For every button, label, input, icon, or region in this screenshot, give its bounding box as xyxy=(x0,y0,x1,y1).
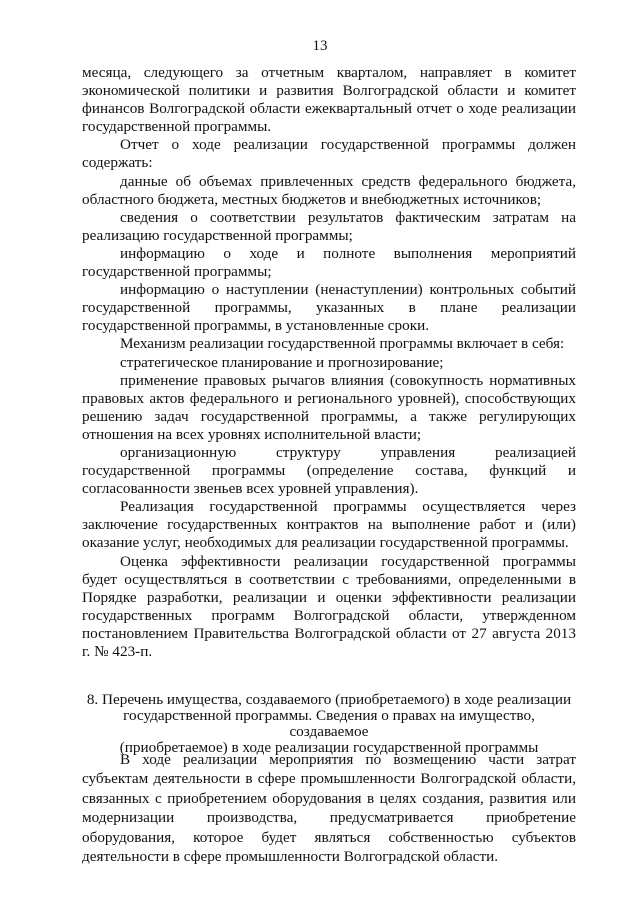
paragraph: Реализация государственной программы осуществляется через заключение государственных контрактов на выполнение работ и (или) оказание услуг, необходимых для реализации государственной программы. xyxy=(82,498,576,552)
section-heading-line: (приобретаемое) в ходе реализации государственной программы xyxy=(119,739,539,756)
page-number: 13 xyxy=(312,38,328,54)
list-item: применение правовых рычагов влияния (совокупность нормативных правовых актов федерального и регионального уровней), способствующих решению задач государственной программы, а также регулирующих отношения на всех уровнях исполнительной власти; xyxy=(82,371,576,443)
paragraph: Механизм реализации государственной программы включает в себя: xyxy=(120,335,565,353)
paragraph: Оценка эффективности реализации государственной программы будет осуществляться в соответствии с требованиями, определенными в Порядке разработки, реализации и оценки эффективности реализации государственных программ Волгоградской области, утвержденном постановлением Правительства Волгоградской области от 27 августа 2013 г. № 423-п. xyxy=(82,552,576,660)
body-text xyxy=(82,64,576,661)
list-item: информацию о наступлении (ненаступлении) контрольных событий государственной программы, указанных в плане реализации государственной программы, в установленные сроки. xyxy=(82,281,576,335)
list-item: информацию о ходе и полноте выполнения мероприятий государственной программы; xyxy=(82,244,576,281)
section-body xyxy=(82,750,576,866)
section-heading-line: 8. Перечень имущества, создаваемого (приобретаемого) в ходе реализации xyxy=(86,691,572,708)
paragraph: месяца, следующего за отчетным кварталом, направляет в комитет экономической политики и развития Волгоградской области и комитет финансов Волгоградской области ежеквартальный отчет о ходе реализации государственной программы. xyxy=(82,64,576,136)
list-item: стратегическое планирование и прогнозирование; xyxy=(120,353,444,371)
section-heading xyxy=(82,692,576,756)
list-item: данные об объемах привлеченных средств федерального бюджета, областного бюджета, местных бюджетов и внебюджетных источников; xyxy=(82,172,576,208)
list-item: сведения о соответствии результатов фактическим затратам на реализацию государственной программы; xyxy=(82,208,576,244)
section-heading-line: государственной программы. Сведения о правах на имущество, создаваемое xyxy=(123,707,535,740)
paragraph: Отчет о ходе реализации государственной программы должен содержать: xyxy=(82,136,576,172)
list-item: организационную структуру управления реализацией государственной программы (определение состава, функций и согласованности звеньев всех уровней управления). xyxy=(82,443,576,498)
paragraph: В ходе реализации мероприятия по возмещению части затрат субъектам деятельности в сфере промышленности Волгоградской области, связанных с приобретением оборудования в целях создания, развития или модернизации производства, предусматривается приобретение оборудования, которое будет являться собственностью субъектов деятельности в сфере промышленности Волгоградской области. xyxy=(82,751,576,866)
